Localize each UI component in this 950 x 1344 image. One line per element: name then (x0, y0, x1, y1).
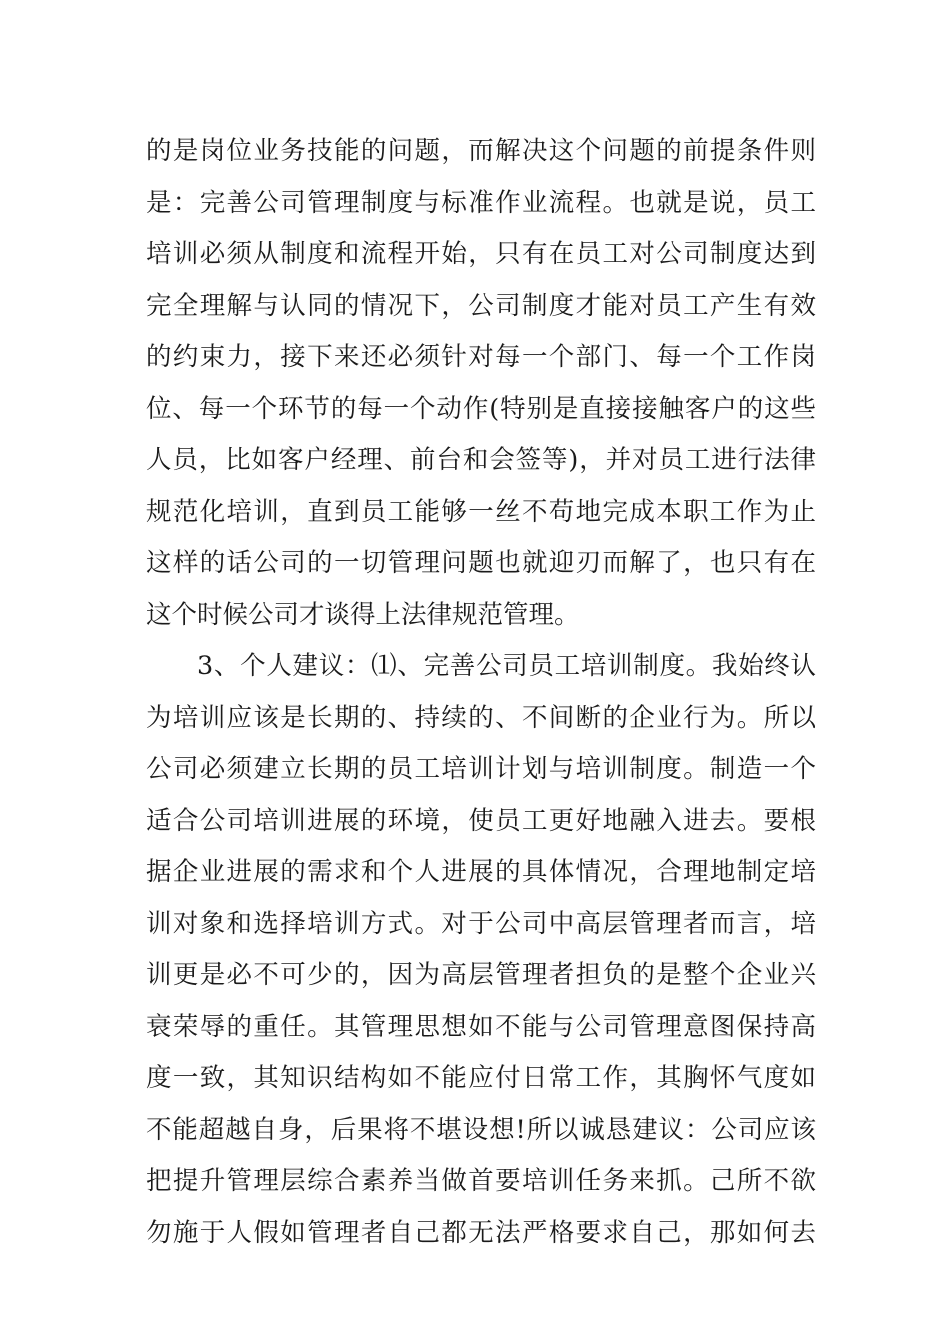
text-line: 适合公司培训进展的环境，使员工更好地融入进去。要根 (146, 805, 816, 836)
text-line: 是：完善公司管理制度与标准作业流程。也就是说，员工 (146, 187, 816, 218)
paragraph-2 (146, 641, 816, 1259)
text-line: 这个时候公司才谈得上法律规范管理。 (146, 599, 580, 630)
text-line: 训对象和选择培训方式。对于公司中高层管理者而言，培 (146, 908, 816, 939)
text-line: 的是岗位业务技能的问题，而解决这个问题的前提条件则 (146, 136, 816, 166)
body-text (146, 126, 816, 1259)
text-line: 衰荣辱的重任。其管理思想如不能与公司管理意图保持高 (146, 1011, 816, 1042)
text-line: 把提升管理层综合素养当做首要培训任务来抓。己所不欲 (146, 1166, 816, 1196)
text-line: 这样的话公司的一切管理问题也就迎刃而解了，也只有在 (146, 548, 816, 578)
text-line: 的约束力，接下来还必须针对每一个部门、每一个工作岗 (146, 342, 816, 372)
text-line: 3、个人建议：⑴、完善公司员工培训制度。我始终认 (197, 651, 816, 681)
text-line: 勿施于人假如管理者自己都无法严格要求自己，那如何去 (146, 1217, 816, 1248)
text-line: 位、每一个环节的每一个动作(特别是直接接触客户的这些 (146, 393, 816, 424)
text-line: 完全理解与认同的情况下，公司制度才能对员工产生有效 (146, 290, 816, 321)
text-line: 训更是必不可少的，因为高层管理者担负的是整个企业兴 (146, 960, 816, 990)
text-line: 为培训应该是长期的、持续的、不间断的企业行为。所以 (146, 702, 816, 733)
text-line: 不能超越自身，后果将不堪设想!所以诚恳建议：公司应该 (146, 1114, 816, 1145)
paragraph-1 (146, 126, 816, 641)
text-line: 人员，比如客户经理、前台和会签等)，并对员工进行法律 (146, 445, 816, 475)
text-line: 培训必须从制度和流程开始，只有在员工对公司制度达到 (146, 239, 816, 269)
text-line: 度一致，其知识结构如不能应付日常工作，其胸怀气度如 (146, 1063, 816, 1093)
text-line: 据企业进展的需求和个人进展的具体情况，合理地制定培 (146, 857, 816, 887)
text-line: 公司必须建立长期的员工培训计划与培训制度。制造一个 (146, 754, 816, 784)
text-line: 规范化培训，直到员工能够一丝不苟地完成本职工作为止 (146, 496, 816, 527)
